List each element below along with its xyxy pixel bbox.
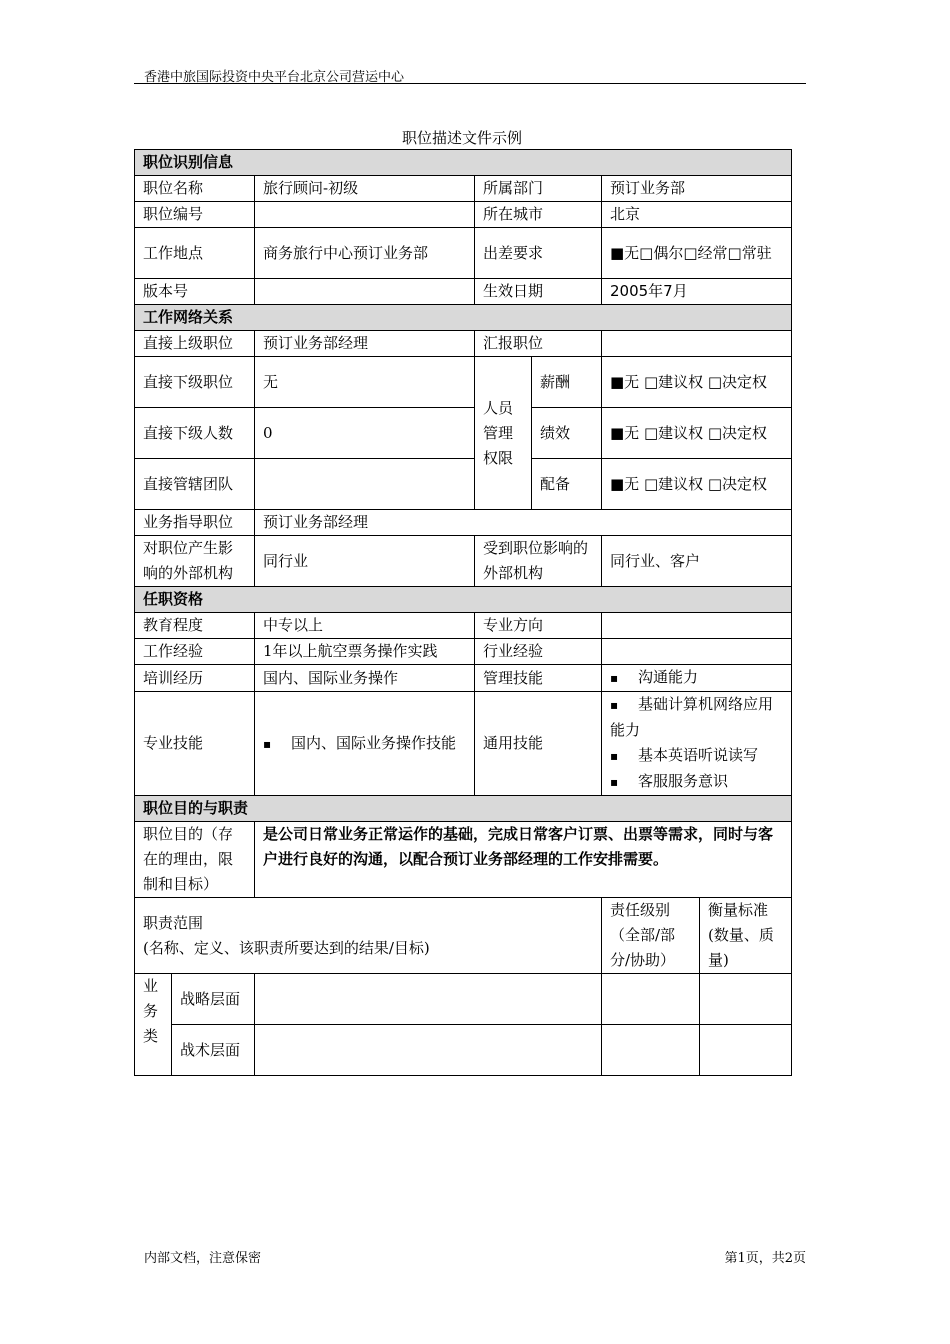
footer-confidential: 内部文档，注意保密 xyxy=(144,1251,262,1266)
tactical-level-cell xyxy=(602,1025,700,1076)
performance-label: 绩效 xyxy=(532,408,602,459)
subordinate-count-label: 直接下级人数 xyxy=(135,408,255,459)
department-label: 所属部门 xyxy=(475,176,602,202)
training-label: 培训经历 xyxy=(135,665,255,692)
salary-label: 薪酬 xyxy=(532,357,602,408)
position-no-label: 职位编号 xyxy=(135,202,255,228)
scope-description: (名称、定义、该职责所要达到的结果/目标) xyxy=(143,938,430,957)
tactical-content xyxy=(255,1025,602,1076)
experience-label: 工作经验 xyxy=(135,639,255,665)
industry-label: 行业经验 xyxy=(475,639,602,665)
guide-value: 预订业务部经理 xyxy=(255,510,792,536)
section-heading-qualification: 任职资格 xyxy=(135,587,792,613)
subordinate-label: 直接下级职位 xyxy=(135,357,255,408)
city-label: 所在城市 xyxy=(475,202,602,228)
position-name-label: 职位名称 xyxy=(135,176,255,202)
education-value: 中专以上 xyxy=(255,613,475,639)
tactical-level-label: 战术层面 xyxy=(172,1025,255,1076)
training-value: 国内、国际业务操作 xyxy=(255,665,475,692)
education-label: 教育程度 xyxy=(135,613,255,639)
effective-date-value: 2005年7月 xyxy=(602,279,792,305)
management-skill-value xyxy=(602,665,792,692)
subordinate-count-value: 0 xyxy=(255,408,475,459)
measurement-standard-label: 衡量标准(数量、质量) xyxy=(700,898,792,974)
page-header: 香港中旅国际投资中央平台北京公司营运中心 xyxy=(144,70,405,85)
professional-skill-value xyxy=(255,692,475,796)
subordinate-value: 无 xyxy=(255,357,475,408)
major-label: 专业方向 xyxy=(475,613,602,639)
version-value xyxy=(255,279,475,305)
external-affected-label: 受到职位影响的外部机构 xyxy=(475,536,602,587)
purpose-label: 职位目的（存在的理由，限制和目标） xyxy=(135,822,255,898)
experience-value: 1年以上航空票务操作实践 xyxy=(255,639,475,665)
general-skill-label: 通用技能 xyxy=(475,692,602,796)
team-value xyxy=(255,459,475,510)
team-label: 直接管辖团队 xyxy=(135,459,255,510)
position-no-value xyxy=(255,202,475,228)
report-label: 汇报职位 xyxy=(475,331,602,357)
document-title: 职位描述文件示例 xyxy=(401,129,522,147)
strategic-level-cell xyxy=(602,974,700,1025)
general-skill-item: ▪ 客服服务意识 xyxy=(610,769,783,795)
responsibility-level-label: 责任级别（全部/部分/协助） xyxy=(602,898,700,974)
external-influence-label: 对职位产生影响的外部机构 xyxy=(135,536,255,587)
city-value: 北京 xyxy=(602,202,792,228)
management-skill-label: 管理技能 xyxy=(475,665,602,692)
professional-skill-item: ▪ 国内、国际业务操作技能 xyxy=(263,734,456,752)
footer-page-number: 第1页，共2页 xyxy=(724,1251,806,1266)
job-description-table xyxy=(134,149,792,1076)
section-heading-identification: 职位识别信息 xyxy=(135,150,792,176)
travel-value: ■无□偶尔□经常□常驻 xyxy=(602,228,792,279)
strategic-content xyxy=(255,974,602,1025)
report-value xyxy=(602,331,792,357)
general-skill-item: ▪ 基本英语听说读写 xyxy=(610,743,783,769)
external-influence-value: 同行业 xyxy=(255,536,475,587)
travel-label: 出差要求 xyxy=(475,228,602,279)
superior-label: 直接上级职位 xyxy=(135,331,255,357)
workplace-label: 工作地点 xyxy=(135,228,255,279)
strategic-standard-cell xyxy=(700,974,792,1025)
section-heading-network: 工作网络关系 xyxy=(135,305,792,331)
major-value xyxy=(602,613,792,639)
industry-value xyxy=(602,639,792,665)
purpose-value: 是公司日常业务正常运作的基础，完成日常客户订票、出票等需求，同时与客户进行良好的沟通，以配合预订业务部经理的工作安排需要。 xyxy=(255,822,792,898)
header-divider xyxy=(134,83,806,84)
scope-header xyxy=(135,898,602,974)
workplace-value: 商务旅行中心预订业务部 xyxy=(255,228,475,279)
version-label: 版本号 xyxy=(135,279,255,305)
effective-date-label: 生效日期 xyxy=(475,279,602,305)
management-skill-item: ▪ 沟通能力 xyxy=(610,668,698,686)
professional-skill-label: 专业技能 xyxy=(135,692,255,796)
superior-value: 预订业务部经理 xyxy=(255,331,475,357)
external-affected-value: 同行业、客户 xyxy=(602,536,792,587)
performance-value: ■无 □建议权 □决定权 xyxy=(602,408,792,459)
authority-label: 人员管理权限 xyxy=(475,357,532,510)
salary-value: ■无 □建议权 □决定权 xyxy=(602,357,792,408)
general-skill-list xyxy=(602,692,792,796)
scope-label: 职责范围 xyxy=(143,913,204,932)
guide-label: 业务指导职位 xyxy=(135,510,255,536)
section-heading-responsibilities: 职位目的与职责 xyxy=(135,796,792,822)
tactical-standard-cell xyxy=(700,1025,792,1076)
department-value: 预订业务部 xyxy=(602,176,792,202)
position-name-value: 旅行顾问-初级 xyxy=(255,176,475,202)
business-category-label: 业务类 xyxy=(135,974,172,1076)
staffing-value: ■无 □建议权 □决定权 xyxy=(602,459,792,510)
staffing-label: 配备 xyxy=(532,459,602,510)
strategic-level-label: 战略层面 xyxy=(172,974,255,1025)
general-skill-item: ▪ 基础计算机网络应用能力 xyxy=(610,692,783,743)
